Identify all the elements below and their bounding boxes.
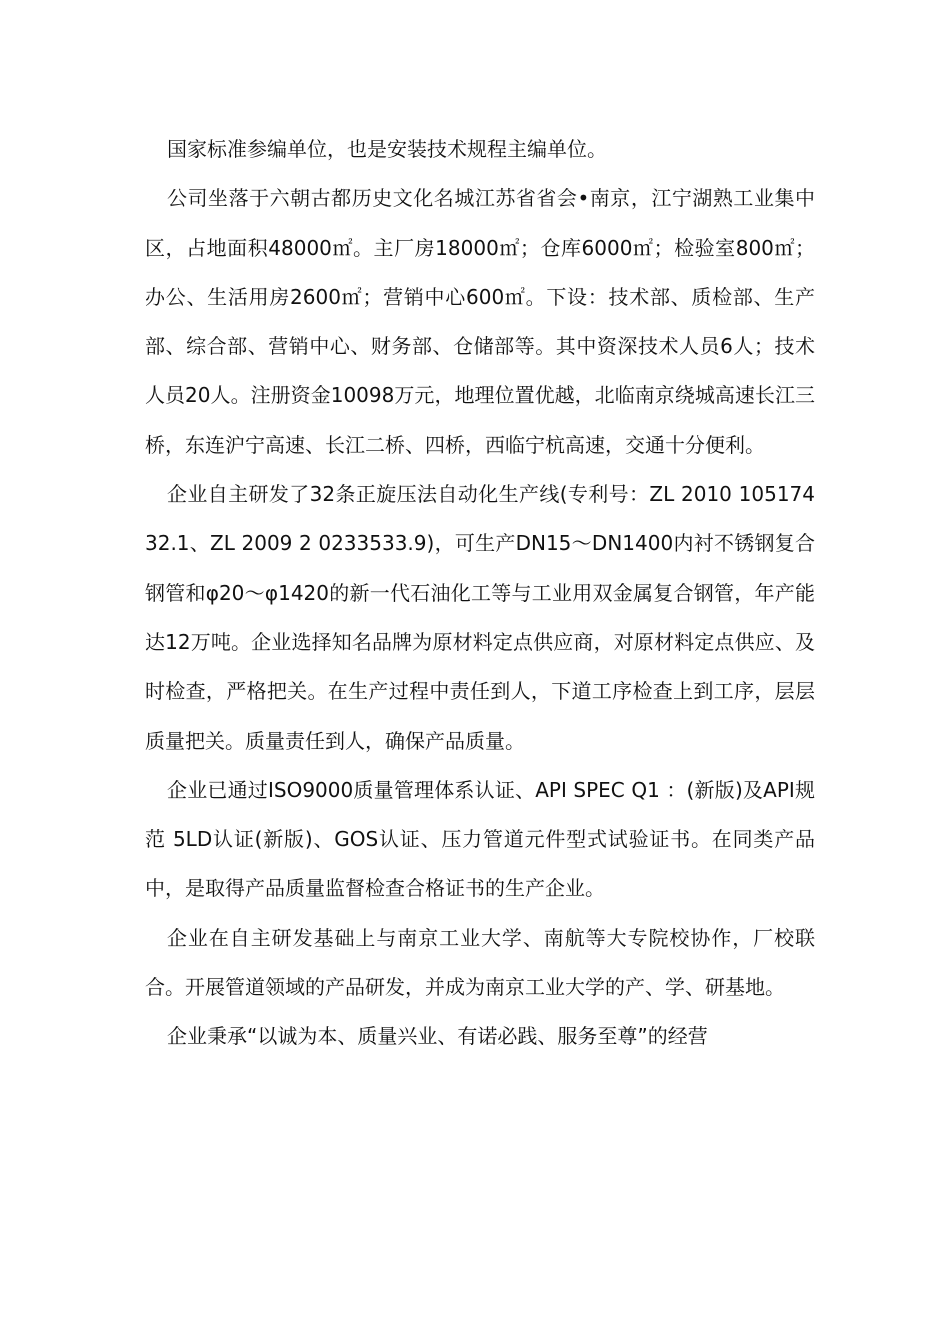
body-text	[145, 125, 815, 1062]
paragraph: 企业在自主研发基础上与南京工业大学、南航等大专院校协作，厂校联合。开展管道领域的产品研发，并成为南京工业大学的产、学、研基地。	[145, 925, 815, 1000]
paragraph: 企业已通过ISO9000质量管理体系认证、API SPEC Q1 ：(新版)及API规范 5LD认证(新版)、GOS认证、压力管道元件型式试验证书。在同类产品中，是取得产品质量监督检查合格证书的生产企业。	[145, 777, 815, 901]
paragraph: 企业秉承“以诚为本、质量兴业、有诺必践、服务至尊”的经营	[167, 1024, 708, 1049]
paragraph: 企业自主研发了32条正旋压法自动化生产线(专利号：ZL 2010 10517432.1、ZL 2009 2 0233533.9)，可生产DN15～DN1400内衬不锈钢复合钢管和φ20～φ1420的新一代石油化工等与工业用双金属复合钢管，年产能达12万吨。企业选择知名品牌为原材料定点供应商，对原材料定点供应、及时检查，严格把关。在生产过程中责任到人，下道工序检查上到工序，层层质量把关。质量责任到人，确保产品质量。	[145, 482, 815, 753]
paragraph: 国家标准参编单位，也是安装技术规程主编单位。	[167, 137, 607, 161]
paragraph: 公司坐落于六朝古都历史文化名城江苏省省会•南京，江宁湖熟工业集中区，占地面积48000㎡。主厂房18000㎡；仓库6000㎡；检验室800㎡；办公、生活用房2600㎡；营销中心600㎡。下设：技术部、质检部、生产部、综合部、营销中心、财务部、仓储部等。其中资深技术人员6人；技术人员20人。注册资金10098万元，地理位置优越，北临南京绕城高速长江三桥，东连沪宁高速、长江二桥、四桥，西临宁杭高速，交通十分便利。	[145, 186, 815, 457]
